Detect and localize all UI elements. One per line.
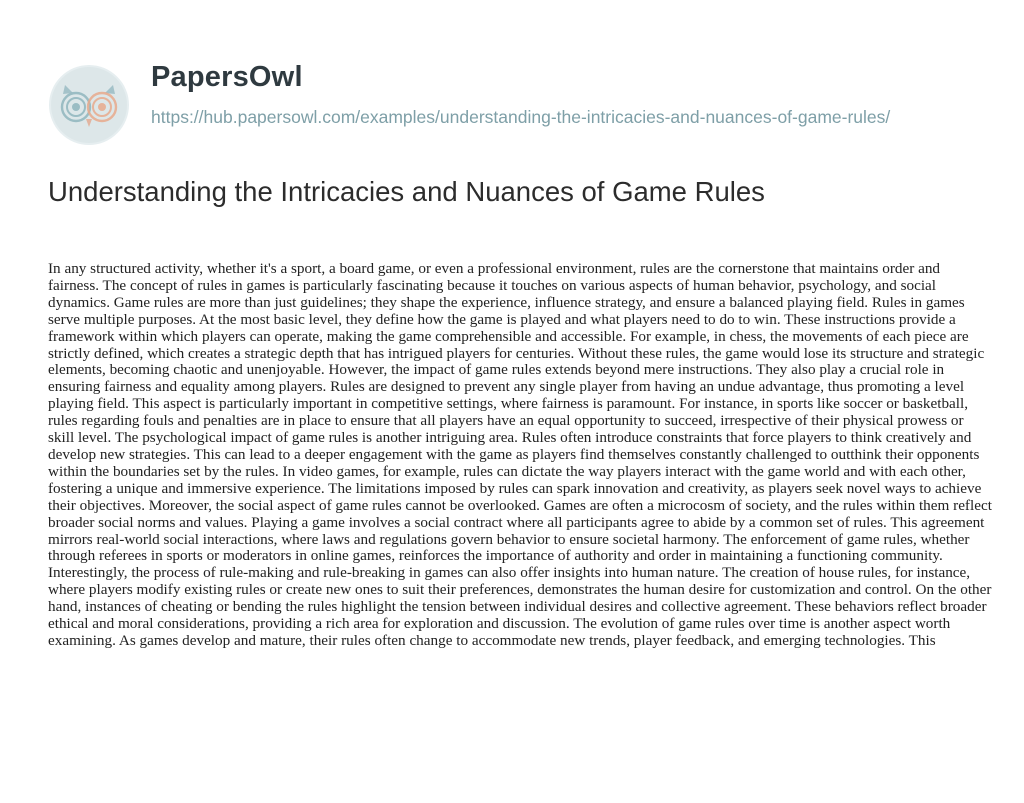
owl-logo-icon[interactable] <box>47 63 131 147</box>
source-url-link[interactable]: https://hub.papersowl.com/examples/understanding-the-intricacies-and-nuances-of-game-rules/ <box>151 107 891 127</box>
brand-name[interactable]: PapersOwl <box>151 61 303 93</box>
document-body: In any structured activity, whether it's a sport, a board game, or even a professional environment, rules are the cornerstone that maintains order and fairness. The concept of rules in games is particularly fascinating because it touches on various aspects of human behavior, psychology, and social dynamics. Game rules are more than just guidelines; they shape the experience, influence strategy, and ensure a balanced playing field. Rules in games serve multiple purposes. At the most basic level, they define how the game is played and what players need to do to win. These instructions provide a framework within which players can operate, making the game comprehensible and accessible. For example, in chess, the movements of each piece are strictly defined, which creates a strategic depth that has intrigued players for centuries. Without these rules, the game would lose its structure and strategic elements, becoming chaotic and unenjoyable. However, the impact of game rules extends beyond mere instructions. They also play a crucial role in ensuring fairness and equality among players. Rules are designed to prevent any single player from having an undue advantage, thus promoting a level playing field. This aspect is particularly important in competitive settings, where fairness is paramount. For instance, in sports like soccer or basketball, rules regarding fouls and penalties are in place to ensure that all players have an equal opportunity to succeed, irrespective of their physical prowess or skill level. The psychological impact of game rules is another intriguing area. Rules often introduce constraints that force players to think creatively and develop new strategies. This can lead to a deeper engagement with the game as players find themselves constantly challenged to outthink their opponents within the boundaries set by the rules. In video games, for example, rules can dictate the way players interact with the game world and with each other, fostering a unique and immersive experience. The limitations imposed by rules can spark innovation and creativity, as players seek novel ways to achieve their objectives. Moreover, the social aspect of game rules cannot be overlooked. Games are often a microcosm of society, and the rules within them reflect broader social norms and values. Playing a game involves a social contract where all participants agree to abide by a common set of rules. This agreement mirrors real-world social interactions, where laws and regulations govern behavior to ensure societal harmony. The enforcement of game rules, whether through referees in sports or moderators in online games, reinforces the importance of authority and order in maintaining a functioning community. Interestingly, the process of rule-making and rule-breaking in games can also offer insights into human nature. The creation of house rules, for instance, where players modify existing rules or create new ones to suit their preferences, demonstrates the human desire for customization and control. On the other hand, instances of cheating or bending the rules highlight the tension between individual desires and collective agreement. These behaviors reflect broader ethical and moral considerations, providing a rich area for exploration and discussion. The evolution of game rules over time is another aspect worth examining. As games develop and mature, their rules often change to accommodate new trends, player feedback, and emerging technologies. This <box>48 260 992 649</box>
document-title: Understanding the Intricacies and Nuances of Game Rules <box>48 176 765 207</box>
site-header <box>47 51 987 151</box>
